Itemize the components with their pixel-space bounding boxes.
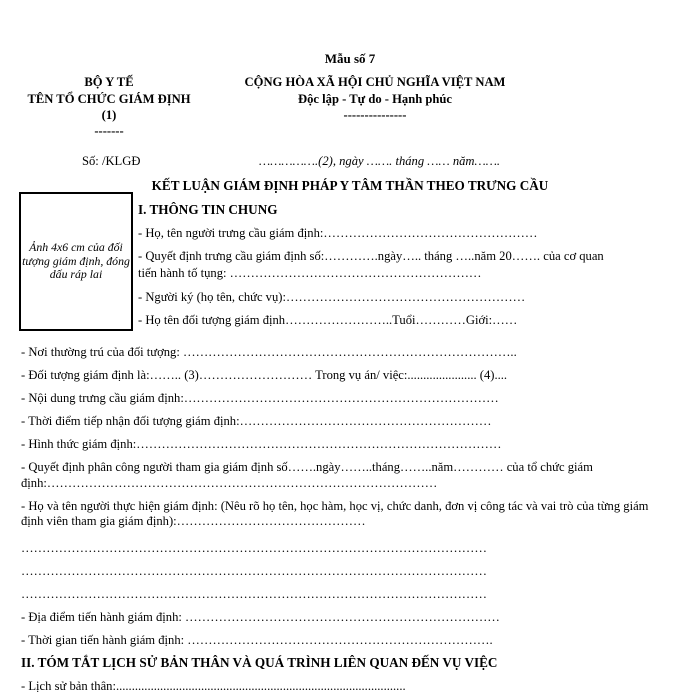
form-number: Mẫu số 7 — [324, 51, 376, 66]
photo-placeholder — [19, 192, 133, 331]
dotted-line: ………………………………………………………………………………………………… — [21, 587, 487, 601]
org-note: (1) — [101, 108, 117, 122]
assignment-field: - Quyết định phân công người tham gia giám định số…….ngày……..tháng……..năm………… của tổ chức giám — [21, 460, 593, 474]
signer-field: - Người ký (họ tên, chức vụ):………………………………………………… — [138, 290, 526, 304]
section-1-heading: I. THÔNG TIN CHUNG — [138, 202, 278, 217]
ministry-name: BỘ Y TẾ — [84, 75, 134, 89]
time-field: - Thời gian tiến hành giám định: ………………………………………………………………. — [21, 633, 493, 647]
left-divider: ------- — [94, 124, 124, 138]
subject-field: - Họ tên đối tượng giám định……………………..Tuổi…………Giới:…… — [138, 313, 518, 327]
form-field: - Hình thức giám định:…………………………………………………………………………… — [21, 437, 502, 451]
requester-field: - Họ, tên người trưng cầu giám định:…………………………………………… — [138, 226, 538, 240]
dotted-line: ………………………………………………………………………………………………… — [21, 541, 487, 555]
assignment-field-cont: định:………………………………………………………………………………… — [21, 476, 438, 490]
org-name: TÊN TỔ CHỨC GIÁM ĐỊNH — [27, 92, 191, 106]
subject-type-field: - Đối tượng giám định là:…….. (3)……………………… Trong vụ án/ việc:...................... (4).... — [21, 368, 508, 382]
history-field: - Lịch sử bản thân:............................................................................................ — [21, 679, 406, 693]
performers-field: - Họ và tên người thực hiện giám định: (Nêu rõ họ tên, học hàm, học vị, chức danh, đơn vị công tác và vai trò của từng giám định viên tham gia giám định):……………………………………… — [21, 499, 649, 529]
photo-placeholder-text: Ảnh 4x6 cm của đối tượng giám định, đóng dấu ráp lai — [22, 240, 130, 282]
receive-time-field: - Thời điểm tiếp nhận đối tượng giám định:…………………………………………………… — [21, 414, 492, 428]
content-field: - Nội dung trưng cầu giám định:………………………………………………………………… — [21, 391, 499, 405]
dotted-line: ………………………………………………………………………………………………… — [21, 564, 487, 578]
country-name: CỘNG HÒA XÃ HỘI CHỦ NGHĨA VIỆT NAM — [244, 75, 506, 89]
location-field: - Địa điểm tiến hành giám định: ………………………………………………………………… — [21, 610, 500, 624]
decision-field: - Quyết định trưng cầu giám định số:………….ngày….. tháng …..năm 20……. của cơ quan — [138, 249, 604, 263]
right-divider: --------------- — [343, 108, 407, 122]
section-2-heading: II. TÓM TẮT LỊCH SỬ BẢN THÂN VÀ QUÁ TRÌNH LIÊN QUAN ĐẾN VỤ VIỆC — [21, 655, 498, 670]
motto: Độc lập - Tự do - Hạnh phúc — [298, 92, 452, 106]
document-number: Số: /KLGĐ — [82, 154, 141, 168]
residence-field: - Nơi thường trú của đối tượng: …………………………………………………………………….. — [21, 345, 517, 359]
decision-field-cont: tiến hành tố tụng: …………………………………………………… — [138, 266, 482, 280]
document-title: KẾT LUẬN GIÁM ĐỊNH PHÁP Y TÂM THẦN THEO TRƯNG CẦU — [151, 178, 549, 193]
place-date: …………….(2), ngày ……. tháng …… năm……. — [259, 154, 501, 168]
